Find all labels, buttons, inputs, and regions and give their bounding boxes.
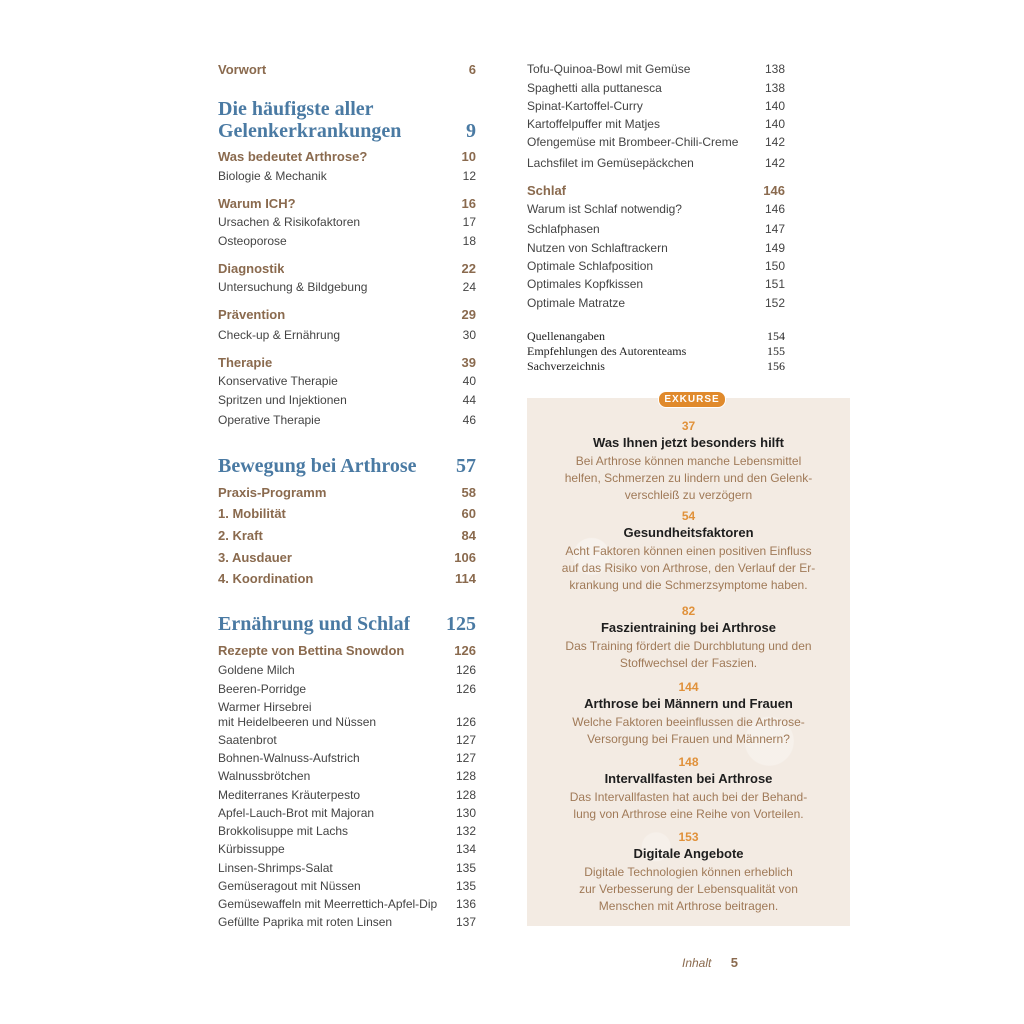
- toc-entry-page: 30: [462, 328, 476, 342]
- exkurs-page: 82: [681, 604, 696, 618]
- toc-entry[interactable]: [218, 393, 476, 407]
- toc-entry-title: Untersuchung & Bildgebung: [218, 280, 368, 294]
- toc-entry[interactable]: [527, 135, 785, 149]
- toc-entry-page: 132: [455, 824, 476, 838]
- toc-entry-page: 152: [764, 296, 785, 310]
- toc-entry-page: 126: [455, 715, 476, 729]
- toc-section-title: 1. Mobilität: [218, 506, 286, 521]
- toc-entry[interactable]: [218, 374, 476, 388]
- toc-entry-page: 136: [455, 897, 476, 911]
- toc-entry-page: 127: [455, 751, 476, 765]
- toc-entry-page: 12: [462, 169, 476, 183]
- toc-entry-page: 135: [455, 879, 476, 893]
- toc-entry-title: Lachsfilet im Gemüsepäckchen: [527, 156, 694, 170]
- toc-entry-page: 127: [455, 733, 476, 747]
- toc-entry-title: Gemüseragout mit Nüssen: [218, 879, 361, 893]
- toc-section-title: Warum ICH?: [218, 196, 296, 211]
- toc-entry-title: Quellenangaben: [527, 329, 605, 343]
- chapter-heading[interactable]: [218, 455, 476, 477]
- toc-entry[interactable]: [527, 117, 785, 131]
- toc-entry-title: Osteoporose: [218, 234, 287, 248]
- exkurs-text: Welche Faktoren beeinflussen die Arthrose- Versorgung bei Frauen und Männern?: [572, 715, 805, 746]
- exkurs-title: Arthrose bei Männern und Frauen: [584, 696, 793, 711]
- toc-entry[interactable]: [527, 359, 785, 374]
- exkurs-item[interactable]: [540, 680, 837, 748]
- toc-entry-page: 17: [462, 215, 476, 229]
- toc-section-page: 114: [455, 571, 476, 586]
- page-footer: [682, 955, 738, 970]
- exkurs-item[interactable]: [540, 755, 837, 823]
- exkurs-title: Gesundheitsfaktoren: [623, 525, 754, 540]
- toc-entry-title: Konservative Therapie: [218, 374, 338, 388]
- toc-entry-page: 146: [764, 202, 785, 216]
- toc-entry-title: Gemüsewaffeln mit Meerrettich-Apfel-Dip: [218, 897, 438, 911]
- chapter-title: [218, 98, 401, 142]
- toc-section-page: 29: [461, 307, 476, 322]
- toc-entry-page: 137: [455, 915, 476, 929]
- toc-entry-title: Optimale Matratze: [527, 296, 626, 310]
- toc-entry[interactable]: [218, 751, 476, 765]
- toc-entry[interactable]: [218, 62, 476, 77]
- exkurs-title: Was Ihnen jetzt besonders hilft: [593, 435, 784, 450]
- toc-section[interactable]: [218, 550, 476, 565]
- toc-section[interactable]: [218, 149, 476, 164]
- toc-entry[interactable]: [527, 344, 785, 359]
- toc-section-title: 2. Kraft: [218, 528, 263, 543]
- toc-entry-title: Kürbissuppe: [218, 842, 285, 856]
- footer-label: Inhalt: [682, 956, 712, 970]
- toc-entry-title: Biologie & Mechanik: [218, 169, 327, 183]
- exkurs-page: 37: [681, 419, 696, 433]
- exkurs-title: Intervallfasten bei Arthrose: [604, 771, 773, 786]
- toc-entry-title: Spaghetti alla puttanesca: [527, 81, 662, 95]
- toc-section[interactable]: [218, 643, 476, 658]
- toc-section-title: Therapie: [218, 355, 273, 370]
- toc-entry-page: 138: [764, 81, 785, 95]
- toc-section-page: 16: [461, 196, 476, 211]
- exkurs-text: Das Intervallfasten hat auch bei der Behand- lung von Arthrose eine Reihe von Vorteilen.: [569, 790, 808, 821]
- toc-entry-page: 24: [462, 280, 476, 294]
- chapter-title: Ernährung und Schlaf: [218, 613, 411, 635]
- toc-section[interactable]: [218, 571, 476, 586]
- exkurs-page: 148: [678, 755, 699, 769]
- exkurs-page: 54: [681, 509, 696, 523]
- toc-entry[interactable]: [218, 842, 476, 856]
- toc-entry[interactable]: [218, 328, 476, 342]
- toc-entry-title: Linsen-Shrimps-Salat: [218, 861, 333, 875]
- toc-entry[interactable]: [527, 329, 785, 344]
- toc-entry-title: Schlafphasen: [527, 222, 600, 236]
- toc-section-title: 3. Ausdauer: [218, 550, 292, 565]
- toc-entry-title: Kartoffelpuffer mit Matjes: [527, 117, 660, 131]
- toc-entry-title: Walnussbrötchen: [218, 769, 311, 783]
- toc-section-page: 58: [461, 485, 476, 500]
- toc-entry[interactable]: [218, 861, 476, 875]
- exkurs-item[interactable]: [540, 604, 837, 672]
- toc-entry-title: Saatenbrot: [218, 733, 277, 747]
- toc-entry-title: Nutzen von Schlaftrackern: [527, 241, 668, 255]
- toc-entry-page: 156: [767, 359, 785, 373]
- toc-section-page: 60: [461, 506, 476, 521]
- toc-entry-title: Sachverzeichnis: [527, 359, 605, 373]
- toc-entry[interactable]: [527, 241, 785, 255]
- toc-entry-title: Vorwort: [218, 62, 267, 77]
- chapter-title-line: Gelenkerkrankungen: [218, 120, 402, 142]
- toc-section-title: Schlaf: [527, 183, 567, 198]
- toc-entry[interactable]: [527, 156, 785, 170]
- toc-entry[interactable]: [527, 202, 785, 216]
- toc-entry-page: 134: [455, 842, 476, 856]
- toc-entry[interactable]: [218, 169, 476, 183]
- toc-entry-title: Check-up & Ernährung: [218, 328, 341, 342]
- exkurs-item[interactable]: [540, 419, 837, 504]
- toc-entry-page: 130: [455, 806, 476, 820]
- toc-section-page: 10: [461, 149, 476, 164]
- toc-entry-title: Optimales Kopfkissen: [527, 277, 644, 291]
- toc-entry-page: 147: [764, 222, 785, 236]
- toc-entry-title: Optimale Schlafposition: [527, 259, 654, 273]
- toc-entry-page: 138: [764, 62, 785, 76]
- chapter-heading[interactable]: [218, 613, 476, 635]
- toc-entry-title: Bohnen-Walnuss-Aufstrich: [218, 751, 360, 765]
- toc-section-title: Diagnostik: [218, 261, 285, 276]
- toc-entry-title: Ofengemüse mit Brombeer-Chili-Creme: [527, 135, 739, 149]
- toc-entry-page: 126: [455, 682, 476, 696]
- toc-entry-page: 140: [764, 117, 785, 131]
- toc-entry-page: 128: [455, 769, 476, 783]
- toc-section[interactable]: [218, 196, 476, 211]
- toc-entry[interactable]: [527, 222, 785, 236]
- toc-entry[interactable]: [218, 700, 476, 714]
- exkurse-badge: EXKURSE: [658, 391, 726, 408]
- toc-entry[interactable]: [218, 915, 476, 929]
- chapter-title: Bewegung bei Arthrose: [218, 455, 417, 477]
- toc-entry[interactable]: [527, 62, 785, 76]
- toc-entry-page: 128: [455, 788, 476, 802]
- toc-entry[interactable]: [218, 897, 476, 911]
- toc-entry-page: 18: [462, 234, 476, 248]
- toc-entry-page: 154: [767, 329, 785, 343]
- exkurs-text: Digitale Technologien können erheblich zur Verbesserung der Lebensqualität von Menschen mit Arthrose beitragen.: [579, 865, 798, 913]
- toc-entry-page: 6: [468, 62, 476, 77]
- toc-entry[interactable]: [218, 733, 476, 747]
- exkurs-text: Das Training fördert die Durchblutung und den Stoffwechsel der Faszien.: [565, 639, 812, 670]
- toc-section-title: Was bedeutet Arthrose?: [218, 149, 368, 164]
- chapter-page: 57: [456, 455, 476, 477]
- toc-entry-title: Brokkolisuppe mit Lachs: [218, 824, 349, 838]
- exkurs-item[interactable]: [540, 509, 837, 594]
- toc-entry-page: 150: [764, 259, 785, 273]
- toc-entry-title: Apfel-Lauch-Brot mit Majoran: [218, 806, 375, 820]
- toc-entry-page: 126: [455, 663, 476, 677]
- toc-entry[interactable]: [218, 663, 476, 677]
- toc-entry-title: Goldene Milch: [218, 663, 295, 677]
- toc-entry-title: Gefüllte Paprika mit roten Linsen: [218, 915, 393, 929]
- toc-entry[interactable]: [218, 824, 476, 838]
- toc-entry-page: 151: [764, 277, 785, 291]
- toc-entry-title: Spritzen und Injektionen: [218, 393, 347, 407]
- toc-entry-title: Spinat-Kartoffel-Curry: [527, 99, 643, 113]
- exkurs-text: Acht Faktoren können einen positiven Einfluss auf das Risiko von Arthrose, den Verlauf der Er- krankung und die Schmerzsymptome haben.: [561, 544, 816, 592]
- toc-entry[interactable]: [527, 99, 785, 113]
- toc-entry-page: 135: [455, 861, 476, 875]
- toc-section-page: 39: [461, 355, 476, 370]
- toc-section[interactable]: [218, 528, 476, 543]
- toc-entry-page: 142: [764, 156, 785, 170]
- toc-entry-title: Mediterranes Kräuterpesto: [218, 788, 361, 802]
- toc-entry-title: Tofu-Quinoa-Bowl mit Gemüse: [527, 62, 691, 76]
- toc-entry[interactable]: [218, 806, 476, 820]
- toc-section-title: Prävention: [218, 307, 286, 322]
- toc-entry-page: 149: [764, 241, 785, 255]
- toc-section-page: 84: [461, 528, 476, 543]
- toc-section-page: 126: [454, 643, 476, 658]
- exkurs-page: 153: [678, 830, 699, 844]
- toc-entry-title: Operative Therapie: [218, 413, 321, 427]
- toc-entry[interactable]: [218, 769, 476, 783]
- toc-entry[interactable]: [218, 234, 476, 248]
- toc-section-title: 4. Koordination: [218, 571, 314, 586]
- toc-section[interactable]: [527, 183, 785, 198]
- toc-entry[interactable]: [527, 81, 785, 95]
- toc-entry[interactable]: [218, 715, 476, 729]
- toc-entry-page: 142: [764, 135, 785, 149]
- exkurs-title: Digitale Angebote: [633, 846, 744, 861]
- toc-section[interactable]: [218, 307, 476, 322]
- exkurs-text: Bei Arthrose können manche Lebensmittel helfen, Schmerzen zu lindern und den Gelenk- verschleiß zu verzögern: [564, 454, 813, 502]
- toc-section-page: 22: [461, 261, 476, 276]
- toc-entry[interactable]: [218, 413, 476, 427]
- toc-entry-page: 46: [462, 413, 476, 427]
- chapter-heading[interactable]: [218, 98, 476, 142]
- exkurs-page: 144: [678, 680, 699, 694]
- toc-section-page: 106: [454, 550, 476, 565]
- toc-entry[interactable]: [218, 879, 476, 893]
- toc-entry-title: Warum ist Schlaf notwendig?: [527, 202, 682, 216]
- toc-section[interactable]: [218, 485, 476, 500]
- toc-entry-title: Beeren-Porridge: [218, 682, 307, 696]
- toc-section[interactable]: [218, 355, 476, 370]
- toc-entry[interactable]: [218, 788, 476, 802]
- toc-section[interactable]: [218, 261, 476, 276]
- chapter-page: 125: [446, 613, 476, 635]
- toc-entry-title: mit Heidelbeeren und Nüssen: [218, 715, 377, 729]
- toc-entry-page: 44: [462, 393, 476, 407]
- toc-section-title: Rezepte von Bettina Snowdon: [218, 643, 405, 658]
- toc-section-page: 146: [763, 183, 785, 198]
- toc-entry[interactable]: [527, 296, 785, 310]
- toc-entry[interactable]: [527, 259, 785, 273]
- toc-entry-title: Empfehlungen des Autorenteams: [527, 344, 687, 358]
- chapter-page: 9: [466, 120, 476, 142]
- exkurs-item[interactable]: [540, 830, 837, 915]
- toc-entry-page: 155: [767, 344, 785, 358]
- toc-entry[interactable]: [527, 277, 785, 291]
- page-number: 5: [730, 955, 738, 970]
- toc-entry[interactable]: [218, 280, 476, 294]
- toc-entry-page: 140: [764, 99, 785, 113]
- toc-section-title: Praxis-Programm: [218, 485, 327, 500]
- toc-entry-page: 40: [462, 374, 476, 388]
- toc-entry-title: Ursachen & Risikofaktoren: [218, 215, 361, 229]
- toc-entry[interactable]: [218, 682, 476, 696]
- exkurs-title: Faszientraining bei Arthrose: [600, 620, 777, 635]
- toc-section[interactable]: [218, 506, 476, 521]
- toc-entry-title: Warmer Hirsebrei: [218, 700, 312, 714]
- chapter-title-line: Die häufigste aller: [218, 98, 374, 120]
- toc-entry[interactable]: [218, 215, 476, 229]
